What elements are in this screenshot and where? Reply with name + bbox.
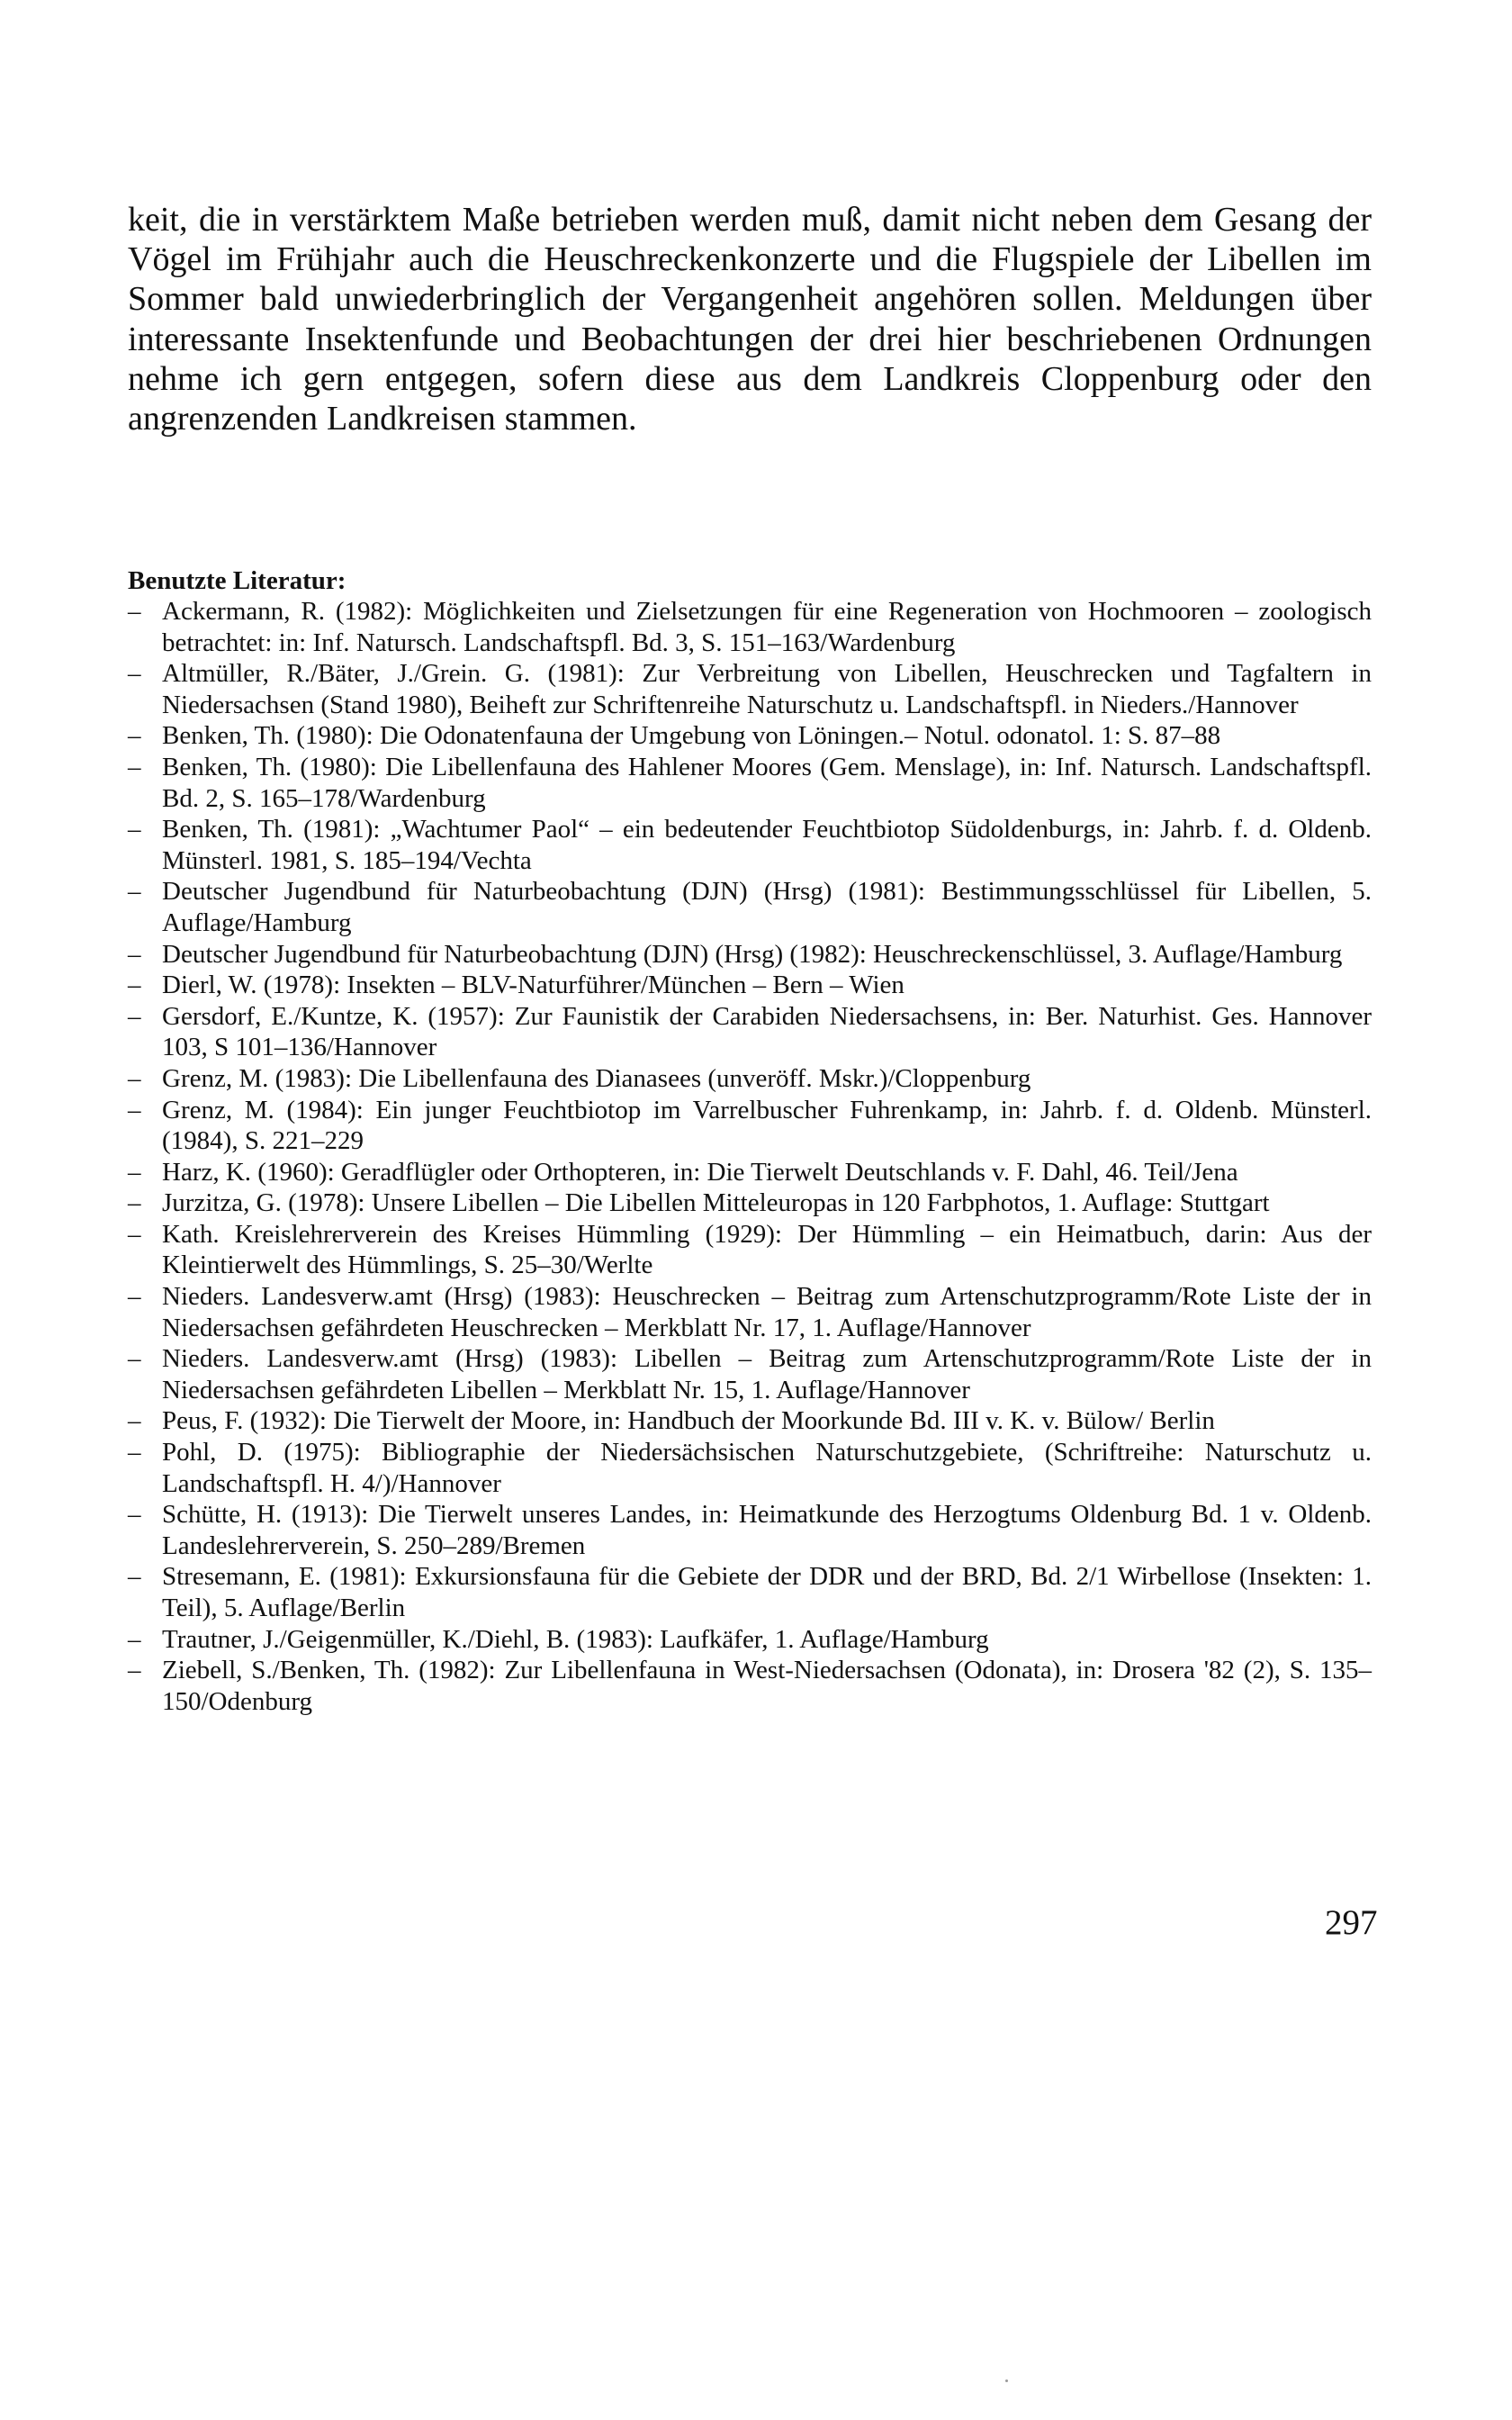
entry-dash: – [128, 971, 141, 1000]
entry-dash: – [128, 1157, 141, 1187]
entry-text: Pohl, D. (1975): Bibliographie der Niedersächsischen Naturschutzgebiete, (Schriftreihe: Naturschutz u. Landschaftspfl. H. 4/)/Hannover [162, 1438, 1372, 1498]
entry-text: Peus, F. (1932): Die Tierwelt der Moore, in: Handbuch der Moorkunde Bd. III v. K. v. Bülow/ Berlin [162, 1406, 1215, 1436]
entry-text: Grenz, M. (1984): Ein junger Feuchtbiotop im Varrelbuscher Fuhrenkamp, in: Jahrb. f. d. Oldenb. Münsterl. (1984), S. 221–229 [162, 1095, 1372, 1156]
literature-entry [128, 596, 1372, 658]
literature-entry [128, 720, 1372, 752]
intro-paragraph: keit, die in verstärktem Maße betrieben werden muß, damit nicht neben dem Gesang der Vögel im Frühjahr auch die Heuschreckenkonzerte und die Flugspiele der Libellen im Sommer bald unwiederbringlich der Vergangenheit angehören sollen. Meldungen über interessante Insektenfunde und Beobachtungen der drei hier beschriebenen Ordnungen nehme ich gern entgegen, sofern diese aus dem Landkreis Cloppenburg oder den angrenzenden Landkreisen stammen. [128, 201, 1372, 438]
entry-dash: – [128, 1500, 141, 1530]
literature-heading: Benutzte Literatur: [128, 566, 346, 595]
literature-entry [128, 752, 1372, 814]
entry-text: Benken, Th. (1980): Die Libellenfauna des Hahlener Moores (Gem. Menslage), in: Inf. Natursch. Landschaftspfl. Bd. 2, S. 165–178/Wardenburg [162, 752, 1372, 813]
entry-dash: – [128, 1656, 141, 1685]
literature-entry [128, 1655, 1372, 1717]
page-number: 297 [1325, 1903, 1378, 1942]
entry-dash: – [128, 815, 141, 844]
entry-dash: – [128, 1095, 141, 1124]
entry-text: Nieders. Landesverw.amt (Hrsg) (1983): Libellen – Beitrag zum Artenschutzprogramm/Rote Liste der in Niedersachsen gefährdeten Libellen – Merkblatt Nr. 15, 1. Auflage/Hannover [162, 1344, 1372, 1404]
literature-entry [128, 1095, 1372, 1157]
literature-entry [128, 876, 1372, 938]
literature-entry [128, 1624, 1372, 1656]
literature-entry [128, 814, 1372, 876]
entry-dash: – [128, 1438, 141, 1467]
entry-text: Ziebell, S./Benken, Th. (1982): Zur Libellenfauna in West-Niedersachsen (Odonata), in: Drosera '82 (2), S. 135–150/Odenburg [162, 1656, 1372, 1716]
entry-text: Grenz, M. (1983): Die Libellenfauna des Dianasees (unveröff. Mskr.)/Cloppenburg [162, 1063, 1031, 1093]
entry-dash: – [128, 1063, 141, 1093]
entry-text: Kath. Kreislehrerverein des Kreises Hümmling (1929): Der Hümmling – ein Heimatbuch, darin: Aus der Kleintierwelt des Hümmlings, S. 25–30/Werlte [162, 1219, 1372, 1280]
literature-entry [128, 1343, 1372, 1405]
entry-text: Stresemann, E. (1981): Exkursionsfauna für die Gebiete der DDR und der BRD, Bd. 2/1 Wirbellose (Insekten: 1. Teil), 5. Auflage/Berlin [162, 1562, 1372, 1622]
entry-text: Deutscher Jugendbund für Naturbeobachtung (DJN) (Hrsg) (1982): Heuschreckenschlüssel, 3. Auflage/Hamburg [162, 939, 1343, 969]
scan-speck [1005, 2379, 1008, 2382]
literature-entry [128, 1187, 1372, 1219]
literature-entry [128, 658, 1372, 720]
entry-text: Benken, Th. (1981): „Wachtumer Paol“ – ein bedeutender Feuchtbiotop Südoldenburgs, in: Jahrb. f. d. Oldenb. Münsterl. 1981, S. 185–194/Vechta [162, 815, 1372, 875]
entry-text: Harz, K. (1960): Geradflügler oder Orthopteren, in: Die Tierwelt Deutschlands v. F. Dahl, 46. Teil/Jena [162, 1157, 1238, 1187]
literature-entry [128, 1219, 1372, 1281]
entry-dash: – [128, 1282, 141, 1312]
entry-text: Nieders. Landesverw.amt (Hrsg) (1983): Heuschrecken – Beitrag zum Artenschutzprogramm/Rote Liste der in Niedersachsen gefährdeten Heuschrecken – Merkblatt Nr. 17, 1. Auflage/Hannover [162, 1282, 1372, 1342]
entry-dash: – [128, 1001, 141, 1031]
entry-text: Trautner, J./Geigenmüller, K./Diehl, B. (1983): Laufkäfer, 1. Auflage/Hamburg [162, 1624, 989, 1654]
entry-text: Gersdorf, E./Kuntze, K. (1957): Zur Faunistik der Carabiden Niedersachsens, in: Ber. Naturhist. Ges. Hannover 103, S 101–136/Hannover [162, 1001, 1372, 1062]
entry-dash: – [128, 939, 141, 969]
entry-dash: – [128, 1624, 141, 1654]
literature-entry [128, 1001, 1372, 1063]
entry-dash: – [128, 659, 141, 689]
literature-entry [128, 1437, 1372, 1499]
literature-entry [128, 970, 1372, 1001]
entry-text: Altmüller, R./Bäter, J./Grein. G. (1981): Zur Verbreitung von Libellen, Heuschrecken und Tagfaltern in Niedersachsen (Stand 1980), Beiheft zur Schriftenreihe Naturschutz u. Landschaftspfl. in Nieders./Hannover [162, 659, 1372, 719]
entry-dash: – [128, 1188, 141, 1218]
literature-entry [128, 1063, 1372, 1095]
literature-entry [128, 1405, 1372, 1437]
entry-text: Ackermann, R. (1982): Möglichkeiten und Zielsetzungen für eine Regeneration von Hochmooren – zoologisch betrachtet: in: Inf. Natursch. Landschaftspfl. Bd. 3, S. 151–163/Wardenburg [162, 597, 1372, 657]
entry-text: Jurzitza, G. (1978): Unsere Libellen – Die Libellen Mitteleuropas in 120 Farbphotos, 1. Auflage: Stuttgart [162, 1188, 1270, 1218]
entry-dash: – [128, 721, 141, 751]
entry-text: Benken, Th. (1980): Die Odonatenfauna der Umgebung von Löningen.– Notul. odonatol. 1: S. 87–88 [162, 721, 1221, 751]
entry-dash: – [128, 877, 141, 907]
entry-dash: – [128, 597, 141, 626]
literature-entry [128, 1157, 1372, 1188]
entry-text: Dierl, W. (1978): Insekten – BLV-Naturführer/München – Bern – Wien [162, 971, 904, 1000]
literature-entry [128, 1499, 1372, 1561]
entry-dash: – [128, 1344, 141, 1374]
entry-dash: – [128, 752, 141, 781]
literature-entry [128, 939, 1372, 971]
literature-entry [128, 1561, 1372, 1623]
literature-entry [128, 1281, 1372, 1343]
entry-dash: – [128, 1406, 141, 1436]
entry-dash: – [128, 1562, 141, 1592]
literature-list [128, 596, 1372, 1717]
entry-text: Deutscher Jugendbund für Naturbeobachtung (DJN) (Hrsg) (1981): Bestimmungsschlüssel für Libellen, 5. Auflage/Hamburg [162, 877, 1372, 937]
entry-dash: – [128, 1219, 141, 1249]
entry-text: Schütte, H. (1913): Die Tierwelt unseres Landes, in: Heimatkunde des Herzogtums Oldenburg Bd. 1 v. Oldenb. Landeslehrerverein, S. 250–289/Bremen [162, 1500, 1372, 1560]
